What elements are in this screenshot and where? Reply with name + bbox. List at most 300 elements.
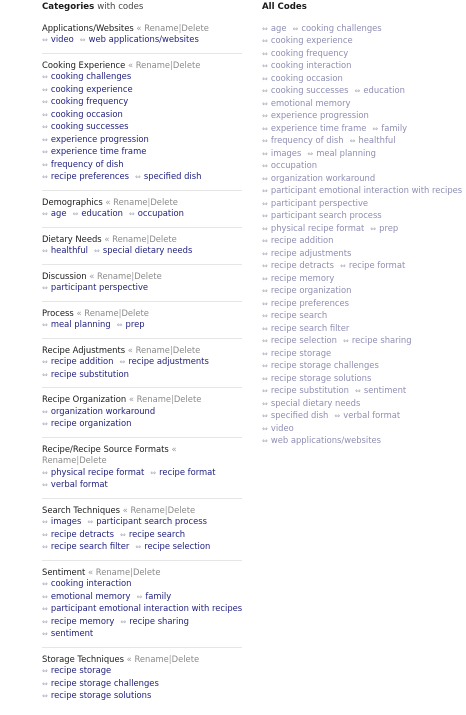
code-link-cooking-experience[interactable]: cooking experience [50, 83, 133, 94]
delete-link[interactable]: Delete [134, 270, 162, 281]
code-item[interactable] [42, 479, 108, 489]
category-name: Process [42, 307, 74, 318]
all-code-link-recipe-memory[interactable]: recipe memory [270, 272, 335, 283]
code-row [262, 148, 434, 161]
code-link-recipe-memory[interactable]: recipe memory [50, 615, 115, 626]
code-item[interactable] [262, 35, 353, 45]
code-link-meal-planning[interactable]: meal planning [50, 319, 111, 329]
double-arrow-icon: ⇔ [42, 173, 48, 181]
code-link-experience-time-frame[interactable]: experience time frame [50, 146, 147, 156]
double-arrow-icon: ⇔ [42, 530, 48, 539]
category-name: Applications/Websites [42, 22, 134, 33]
all-code-link-prep[interactable]: prep [379, 222, 399, 233]
code-link-verbal-format[interactable]: verbal format [50, 479, 108, 489]
code-item[interactable] [262, 98, 350, 108]
double-arrow-icon: ⇔ [42, 358, 48, 366]
all-code-link-frequency-of-dish[interactable]: frequency of dish [270, 135, 344, 145]
code-item[interactable] [42, 71, 131, 81]
action-separator: | [130, 566, 133, 577]
code-row [42, 96, 242, 109]
code-item[interactable] [135, 541, 210, 551]
all-code-link-recipe-preferences[interactable]: recipe preferences [270, 297, 350, 308]
all-code-link-recipe-storage-challenges[interactable]: recipe storage challenges [270, 360, 379, 370]
code-item[interactable] [372, 123, 407, 133]
code-item[interactable] [42, 541, 129, 551]
code-item[interactable] [262, 310, 327, 320]
all-code-link-recipe-format[interactable]: recipe format [348, 260, 406, 270]
category-block [42, 271, 242, 302]
code-item[interactable] [42, 208, 66, 218]
code-link-images[interactable]: images [50, 516, 82, 526]
code-link-prep[interactable]: prep [125, 319, 145, 329]
double-arrow-icon: ⇔ [120, 617, 127, 626]
category-block [42, 654, 242, 709]
code-item[interactable] [334, 410, 400, 420]
double-arrow-icon: ⇔ [119, 530, 126, 539]
code-item[interactable] [42, 690, 151, 700]
all-code-link-participant-perspective[interactable]: participant perspective [270, 197, 369, 208]
code-item[interactable] [262, 173, 375, 183]
action-arrows: « [89, 270, 95, 281]
code-item[interactable] [42, 245, 88, 255]
action-separator: | [118, 307, 122, 318]
code-item[interactable] [262, 148, 301, 158]
code-item[interactable] [42, 628, 93, 638]
code-row [42, 146, 242, 159]
delete-link[interactable]: Delete [181, 22, 209, 33]
code-row [262, 73, 434, 86]
category-actions [136, 23, 209, 33]
code-item[interactable] [42, 146, 146, 156]
code-item[interactable] [42, 34, 74, 44]
action-arrows: « [122, 504, 128, 515]
all-code-link-recipe-search-filter[interactable]: recipe search filter [270, 322, 350, 333]
code-item[interactable] [262, 385, 349, 395]
double-arrow-icon: ⇔ [262, 137, 268, 145]
code-row [42, 369, 242, 382]
code-link-recipe-storage-solutions[interactable]: recipe storage solutions [50, 690, 152, 700]
code-row [262, 385, 434, 398]
code-item[interactable] [262, 48, 348, 58]
code-item[interactable] [262, 23, 286, 33]
all-code-link-meal-planning[interactable]: meal planning [316, 147, 376, 158]
code-item[interactable] [42, 516, 81, 526]
all-code-link-recipe-addition[interactable]: recipe addition [270, 235, 334, 245]
all-code-link-participant-search-process[interactable]: participant search process [270, 210, 382, 220]
double-arrow-icon: ⇔ [262, 174, 268, 183]
code-item[interactable] [42, 529, 114, 539]
code-item[interactable] [262, 435, 381, 445]
double-arrow-icon: ⇔ [262, 362, 268, 370]
code-item[interactable] [262, 235, 333, 245]
rename-link[interactable]: Rename [135, 344, 170, 355]
category-block [42, 234, 242, 265]
code-row [262, 423, 434, 436]
double-arrow-icon: ⇔ [262, 112, 268, 120]
category-actions [89, 271, 162, 281]
code-row [262, 198, 434, 211]
double-arrow-icon: ⇔ [262, 374, 268, 383]
code-item[interactable] [117, 319, 145, 329]
code-item[interactable] [42, 109, 123, 119]
code-item[interactable] [42, 578, 131, 588]
double-arrow-icon: ⇔ [42, 110, 48, 119]
category-list [42, 23, 242, 709]
code-row [262, 273, 434, 286]
code-link-recipe-storage-challenges[interactable]: recipe storage challenges [50, 677, 159, 688]
code-link-participant-perspective[interactable]: participant perspective [50, 282, 149, 292]
code-row [262, 248, 434, 261]
double-arrow-icon: ⇔ [42, 85, 48, 94]
all-code-link-recipe-detracts[interactable]: recipe detracts [270, 260, 334, 270]
delete-link[interactable]: Delete [173, 394, 202, 404]
code-item[interactable] [262, 60, 351, 70]
code-link-physical-recipe-format[interactable]: physical recipe format [50, 466, 145, 477]
code-item[interactable] [120, 529, 185, 539]
all-code-link-emotional-memory[interactable]: emotional memory [270, 97, 351, 108]
code-link-participant-emotional-interaction-with-recipes[interactable]: participant emotional interaction with recipes [50, 603, 243, 613]
code-row [42, 603, 242, 616]
all-code-link-cooking-challenges[interactable]: cooking challenges [301, 22, 382, 33]
code-item[interactable] [42, 282, 148, 292]
action-separator: | [164, 504, 168, 515]
double-arrow-icon: ⇔ [370, 224, 377, 233]
code-link-recipe-detracts[interactable]: recipe detracts [50, 528, 114, 539]
code-row [42, 665, 242, 678]
code-item[interactable] [42, 134, 149, 144]
code-link-recipe-selection[interactable]: recipe selection [144, 541, 211, 551]
category-block [42, 345, 242, 389]
double-arrow-icon: ⇔ [42, 580, 48, 588]
code-item[interactable] [262, 298, 349, 308]
code-link-cooking-frequency[interactable]: cooking frequency [50, 96, 129, 106]
code-link-frequency-of-dish[interactable]: frequency of dish [50, 158, 124, 169]
all-code-link-web-applications-websites[interactable]: web applications/websites [270, 435, 382, 445]
code-link-recipe-adjustments[interactable]: recipe adjustments [128, 356, 209, 366]
code-item[interactable] [307, 148, 376, 158]
code-row [42, 578, 242, 591]
code-item[interactable] [136, 591, 171, 601]
code-item[interactable] [262, 323, 349, 333]
code-link-occupation[interactable]: occupation [137, 208, 184, 218]
rename-link[interactable]: Rename [113, 196, 148, 207]
code-item[interactable] [355, 385, 406, 395]
code-item[interactable] [262, 273, 334, 283]
code-link-recipe-addition[interactable]: recipe addition [50, 356, 114, 366]
all-code-link-cooking-frequency[interactable]: cooking frequency [270, 47, 349, 58]
code-item[interactable] [262, 123, 366, 133]
code-link-video[interactable]: video [50, 34, 74, 44]
all-code-link-recipe-search[interactable]: recipe search [270, 310, 328, 320]
all-code-link-experience-time-frame[interactable]: experience time frame [270, 122, 367, 133]
code-item[interactable] [262, 185, 462, 195]
code-item[interactable] [292, 23, 381, 33]
code-link-emotional-memory[interactable]: emotional memory [50, 590, 131, 601]
all-code-link-experience-progression[interactable]: experience progression [270, 110, 369, 120]
code-row [42, 479, 242, 492]
double-arrow-icon: ⇔ [42, 679, 48, 688]
double-arrow-icon: ⇔ [136, 592, 143, 601]
delete-link[interactable]: Delete [171, 653, 200, 664]
double-arrow-icon: ⇔ [262, 149, 268, 158]
all-code-link-healthful[interactable]: healthful [358, 135, 396, 145]
code-item[interactable] [135, 171, 201, 181]
code-item[interactable] [42, 171, 129, 181]
double-arrow-icon: ⇔ [262, 212, 268, 220]
code-item[interactable] [94, 245, 192, 255]
code-item[interactable] [42, 418, 131, 428]
code-item[interactable] [350, 135, 396, 145]
category-header [42, 308, 242, 320]
code-item[interactable] [120, 616, 189, 626]
delete-link[interactable]: Delete [149, 233, 177, 244]
code-item[interactable] [42, 84, 133, 94]
code-item[interactable] [370, 223, 398, 233]
delete-link[interactable]: Delete [132, 566, 161, 577]
rename-link[interactable]: Rename [135, 59, 171, 70]
action-separator: | [178, 22, 182, 33]
double-arrow-icon: ⇔ [262, 312, 268, 320]
code-item[interactable] [354, 85, 404, 95]
code-link-recipe-format[interactable]: recipe format [159, 466, 216, 477]
code-link-experience-progression[interactable]: experience progression [50, 133, 149, 144]
code-item[interactable] [262, 335, 337, 345]
code-row [262, 185, 463, 198]
all-codes-panel [262, 2, 463, 448]
code-row [262, 335, 434, 348]
double-arrow-icon: ⇔ [93, 247, 100, 255]
all-codes-list [262, 22, 463, 448]
category-name: Demographics [42, 196, 103, 207]
category-name: Cooking Experience [42, 59, 126, 70]
rename-link[interactable]: Rename [144, 22, 179, 33]
delete-link[interactable]: Delete [172, 344, 201, 355]
all-code-link-participant-emotional-interaction-with-recipes[interactable]: participant emotional interaction with recipes [270, 185, 463, 195]
code-item[interactable] [42, 603, 242, 613]
code-link-specified-dish[interactable]: specified dish [143, 171, 202, 181]
code-item[interactable] [42, 591, 130, 601]
category-name: Discussion [42, 270, 87, 281]
code-item[interactable] [87, 516, 207, 526]
double-arrow-icon: ⇔ [42, 667, 48, 675]
code-item[interactable] [262, 410, 328, 420]
action-arrows: « [105, 196, 111, 207]
rename-link[interactable]: Rename [42, 455, 77, 465]
all-code-link-recipe-selection[interactable]: recipe selection [270, 335, 337, 345]
action-separator: | [171, 394, 174, 404]
all-code-link-recipe-storage[interactable]: recipe storage [270, 347, 332, 358]
category-name: Dietary Needs [42, 233, 102, 244]
all-code-link-cooking-successes[interactable]: cooking successes [270, 85, 349, 95]
code-item[interactable] [262, 198, 368, 208]
all-code-link-verbal-format[interactable]: verbal format [343, 410, 401, 420]
code-item[interactable] [72, 208, 122, 218]
action-arrows: « [126, 653, 132, 664]
all-code-link-recipe-substitution[interactable]: recipe substitution [270, 385, 349, 395]
rename-link[interactable]: Rename [136, 394, 172, 404]
code-link-recipe-search-filter[interactable]: recipe search filter [50, 541, 130, 551]
rename-link[interactable]: Rename [134, 653, 169, 664]
code-item[interactable] [80, 34, 199, 44]
categories-heading [42, 2, 242, 14]
code-link-recipe-search[interactable]: recipe search [128, 528, 186, 539]
code-link-cooking-successes[interactable]: cooking successes [50, 121, 129, 131]
code-item[interactable] [262, 248, 351, 258]
code-item[interactable] [262, 223, 364, 233]
code-item[interactable] [262, 73, 343, 83]
double-arrow-icon: ⇔ [262, 262, 268, 270]
delete-link[interactable]: Delete [121, 307, 149, 318]
category-name: Sentiment [42, 566, 86, 577]
all-code-link-age[interactable]: age [270, 22, 287, 33]
code-row [262, 123, 434, 136]
code-link-participant-search-process[interactable]: participant search process [96, 516, 208, 526]
all-code-link-images[interactable]: images [270, 147, 302, 158]
double-arrow-icon: ⇔ [87, 518, 94, 526]
rename-link[interactable]: Rename [112, 233, 147, 244]
rename-link[interactable]: Rename [84, 307, 119, 318]
all-code-link-organization-workaround[interactable]: organization workaround [270, 172, 376, 183]
all-code-link-specified-dish[interactable]: specified dish [270, 410, 329, 420]
code-link-age[interactable]: age [50, 208, 67, 218]
double-arrow-icon: ⇔ [42, 36, 48, 44]
code-item[interactable] [343, 335, 412, 345]
code-item[interactable] [262, 135, 344, 145]
code-row [262, 110, 434, 123]
code-item[interactable] [42, 406, 155, 416]
code-item[interactable] [42, 616, 114, 626]
double-arrow-icon: ⇔ [42, 160, 48, 169]
double-arrow-icon: ⇔ [42, 284, 48, 292]
category-name: Recipe Organization [42, 394, 127, 404]
all-code-link-video[interactable]: video [270, 422, 294, 433]
code-link-recipe-substitution[interactable]: recipe substitution [50, 368, 129, 379]
code-item[interactable] [262, 360, 379, 370]
code-item[interactable] [262, 285, 351, 295]
code-item[interactable] [262, 210, 382, 220]
code-item[interactable] [262, 373, 371, 383]
all-code-link-education[interactable]: education [363, 85, 405, 95]
code-link-sentiment[interactable]: sentiment [50, 628, 94, 638]
code-row [42, 628, 242, 641]
code-item[interactable] [262, 160, 317, 170]
code-item[interactable] [262, 348, 331, 358]
code-row [262, 60, 434, 73]
delete-link[interactable]: Delete [150, 196, 178, 207]
double-arrow-icon: ⇔ [262, 287, 268, 295]
all-code-link-recipe-sharing[interactable]: recipe sharing [351, 335, 412, 345]
code-link-cooking-occasion[interactable]: cooking occasion [50, 108, 123, 119]
all-code-link-sentiment[interactable]: sentiment [363, 385, 407, 395]
code-link-cooking-interaction[interactable]: cooking interaction [50, 578, 132, 588]
code-link-web-applications-websites[interactable]: web applications/websites [88, 34, 199, 44]
code-link-healthful[interactable]: healthful [50, 245, 88, 255]
code-item[interactable] [119, 356, 208, 366]
category-actions [104, 234, 177, 244]
all-codes-heading: All Codes [262, 2, 307, 12]
code-item[interactable] [42, 121, 128, 131]
double-arrow-icon: ⇔ [42, 468, 48, 477]
code-item[interactable] [262, 85, 348, 95]
all-code-link-family[interactable]: family [381, 122, 408, 133]
action-arrows: « [104, 233, 110, 244]
code-row [42, 616, 242, 629]
code-item[interactable] [42, 356, 113, 366]
delete-link[interactable]: Delete [167, 504, 196, 515]
double-arrow-icon: ⇔ [292, 24, 299, 33]
delete-link[interactable]: Delete [79, 455, 107, 465]
code-item[interactable] [42, 96, 128, 106]
code-item[interactable] [42, 665, 111, 675]
category-block [42, 197, 242, 228]
double-arrow-icon: ⇔ [135, 173, 141, 181]
code-link-recipe-preferences[interactable]: recipe preferences [50, 171, 130, 181]
code-row [42, 282, 242, 295]
all-code-link-special-dietary-needs[interactable]: special dietary needs [270, 397, 361, 408]
code-item[interactable] [42, 467, 144, 477]
code-item[interactable] [262, 260, 334, 270]
all-code-link-occupation[interactable]: occupation [270, 160, 318, 170]
code-link-organization-workaround[interactable]: organization workaround [50, 405, 156, 416]
all-code-link-physical-recipe-format[interactable]: physical recipe format [270, 222, 365, 233]
code-item[interactable] [42, 319, 111, 329]
all-code-link-recipe-adjustments[interactable]: recipe adjustments [270, 247, 352, 258]
code-item[interactable] [42, 369, 129, 379]
all-code-link-recipe-storage-solutions[interactable]: recipe storage solutions [270, 372, 372, 383]
code-item[interactable] [42, 678, 159, 688]
code-link-recipe-storage[interactable]: recipe storage [50, 665, 112, 675]
category-block [42, 308, 242, 339]
code-item[interactable] [262, 398, 360, 408]
double-arrow-icon: ⇔ [262, 249, 268, 258]
rename-link[interactable]: Rename [130, 504, 165, 515]
all-code-link-recipe-organization[interactable]: recipe organization [270, 285, 352, 295]
code-link-family[interactable]: family [145, 590, 172, 601]
action-separator: | [169, 344, 173, 355]
all-code-link-cooking-interaction[interactable]: cooking interaction [270, 60, 352, 70]
code-row [42, 171, 242, 184]
code-link-recipe-organization[interactable]: recipe organization [50, 418, 132, 428]
rename-link[interactable]: Rename [97, 270, 132, 281]
code-row [42, 34, 242, 47]
code-row [262, 210, 434, 223]
code-item[interactable] [42, 159, 124, 169]
rename-link[interactable]: Rename [95, 566, 131, 577]
code-link-cooking-challenges[interactable]: cooking challenges [50, 71, 132, 81]
code-link-education[interactable]: education [81, 208, 123, 218]
code-link-special-dietary-needs[interactable]: special dietary needs [102, 245, 193, 255]
code-item[interactable] [129, 208, 184, 218]
code-row [262, 373, 434, 386]
code-item[interactable] [340, 260, 405, 270]
code-link-recipe-sharing[interactable]: recipe sharing [129, 615, 189, 626]
code-item[interactable] [262, 110, 369, 120]
code-item[interactable] [150, 467, 215, 477]
double-arrow-icon: ⇔ [42, 692, 48, 700]
category-name: Search Techniques [42, 504, 120, 515]
all-code-link-cooking-occasion[interactable]: cooking occasion [270, 72, 343, 83]
double-arrow-icon: ⇔ [262, 37, 268, 45]
code-row [262, 348, 434, 361]
category-header [42, 654, 242, 666]
code-item[interactable] [262, 423, 294, 433]
code-row [42, 541, 242, 554]
double-arrow-icon: ⇔ [262, 49, 268, 58]
all-code-link-cooking-experience[interactable]: cooking experience [270, 35, 353, 45]
code-row [42, 84, 242, 97]
double-arrow-icon: ⇔ [42, 543, 48, 551]
delete-link[interactable]: Delete [172, 59, 201, 70]
